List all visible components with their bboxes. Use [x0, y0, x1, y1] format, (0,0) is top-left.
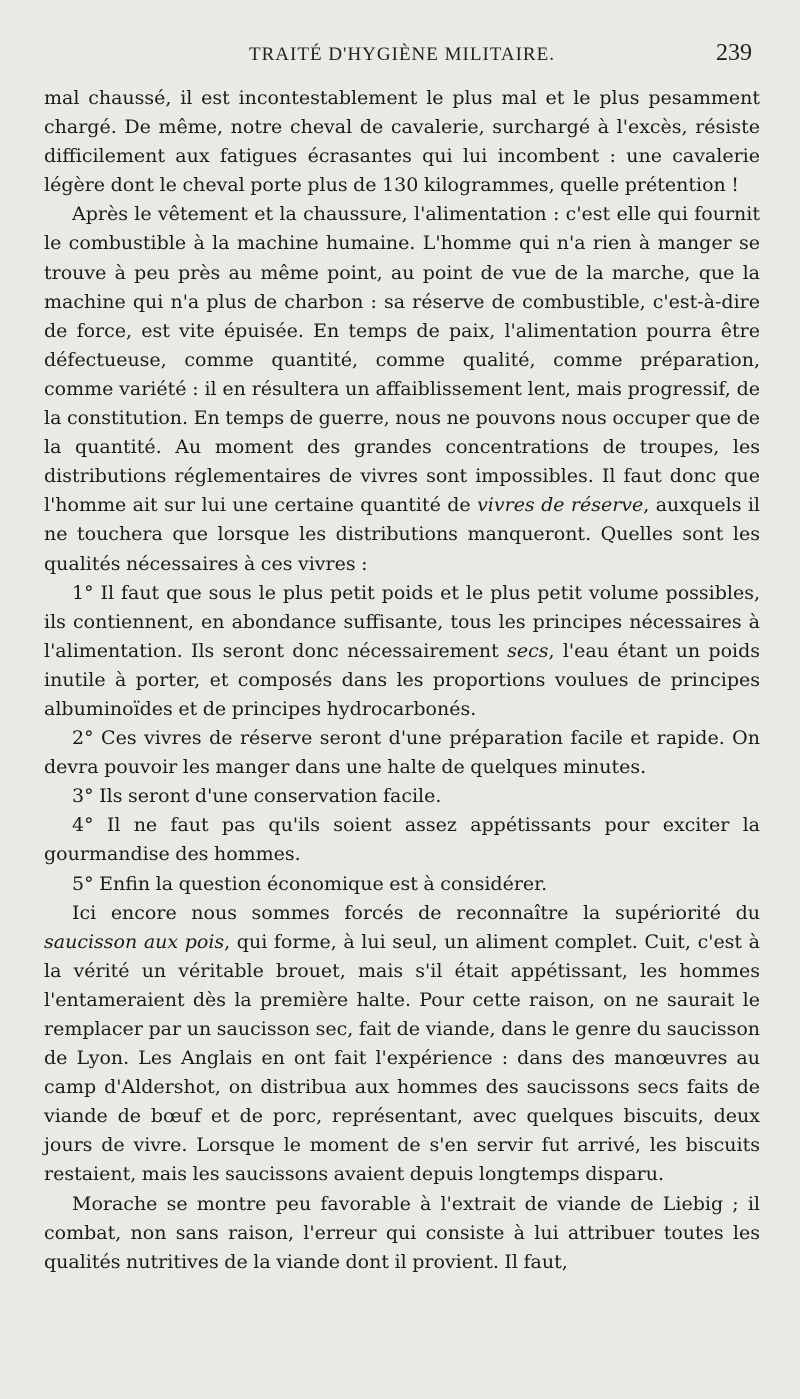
- paragraph-text: 5° Enfin la question économique est à considérer.: [72, 872, 548, 895]
- paragraph-text: Morache se montre peu favorable à l'extrait de viande de Liebig ; il combat, non sans raison, l'erreur qui consiste à lui attribuer toutes les qualités nutritives de la viande dont il provient. Il faut,: [44, 1192, 760, 1273]
- list-item: [44, 811, 760, 869]
- list-item: [44, 579, 760, 724]
- paragraph-text: mal chaussé, il est incontestablement le plus mal et le plus pesamment chargé. De même, notre cheval de cavalerie, surchargé à l'excès, résiste difficilement aux fatigues écrasantes qui lui incombent : une cavalerie légère dont le cheval porte plus de 130 kilogrammes, quelle prétention !: [44, 87, 760, 197]
- paragraph: [44, 899, 760, 1190]
- paragraph-text: 4° Il ne faut pas qu'ils soient assez appétissants pour exciter la gourmandise des hommes.: [44, 814, 760, 866]
- paragraph: [44, 200, 760, 578]
- paragraph-text: , qui forme, à lui seul, un aliment complet. Cuit, c'est à la vérité un véritable brouet, mais s'il était appétissant, les hommes l'entameraient dès la première halte. Pour cette raison, on ne saurait le remplacer par un saucisson sec, fait de viande, dans le genre du saucisson de Lyon. Les Anglais en ont fait l'expérience : dans des manœuvres au camp d'Aldershot, on distribua aux hommes des saucissons secs faits de viande de bœuf et de porc, représentant, avec quelques biscuits, deux jours de vivre. Lorsque le moment de s'en servir fut arrivé, les biscuits restaient, mais les saucissons avaient depuis longtemps disparu.: [44, 930, 761, 1186]
- paragraph-text: 1° Il faut que sous le plus petit poids et le plus petit volume possibles, ils contiennent, en abondance suffisante, tous les principes nécessaires à l'alimentation. Ils seront donc nécessairement: [44, 581, 760, 662]
- italic-phrase: secs: [507, 639, 549, 662]
- paragraph-text: Ici encore nous sommes forcés de reconnaître la supériorité du: [72, 901, 760, 924]
- paragraph-text: , auxquels il ne touchera que lorsque les distributions manqueront. Quelles sont les qualités nécessaires à ces vivres :: [44, 494, 760, 575]
- paragraph: [44, 84, 760, 200]
- italic-phrase: vivres de réserve: [477, 494, 644, 517]
- body-text: [44, 84, 760, 1277]
- running-header: [44, 40, 760, 84]
- paragraph: [44, 1190, 760, 1277]
- page-number: 239: [716, 40, 752, 66]
- list-item: [44, 782, 760, 811]
- paragraph-text: 3° Ils seront d'une conservation facile.: [72, 785, 442, 808]
- running-title: TRAITÉ D'HYGIÈNE MILITAIRE.: [249, 44, 555, 65]
- paragraph-text: 2° Ces vivres de réserve seront d'une préparation facile et rapide. On devra pouvoir les manger dans une halte de quelques minutes.: [44, 727, 760, 779]
- paragraph-text: , l'eau étant un poids inutile à porter, et composés dans les proportions voulues de principes albuminoïdes et de principes hydrocarbonés.: [44, 639, 760, 720]
- paragraph-text: Après le vêtement et la chaussure, l'alimentation : c'est elle qui fournit le combustible à la machine humaine. L'homme qui n'a rien à manger se trouve à peu près au même point, au point de vue de la marche, que la machine qui n'a plus de charbon : sa réserve de combustible, c'est-à-dire de force, est vite épuisée. En temps de paix, l'alimentation pourra être défectueuse, comme quantité, comme qualité, comme préparation, comme variété : il en résultera un affaiblissement lent, mais progressif, de la constitution. En temps de guerre, nous ne pouvons nous occuper que de la quantité. Au moment des grandes concentrations de troupes, les distributions réglementaires de vivres sont impossibles. Il faut donc que l'homme ait sur lui une certaine quantité de: [44, 203, 760, 517]
- italic-phrase: saucisson aux pois: [44, 930, 225, 953]
- list-item: [44, 870, 760, 899]
- list-item: [44, 724, 760, 782]
